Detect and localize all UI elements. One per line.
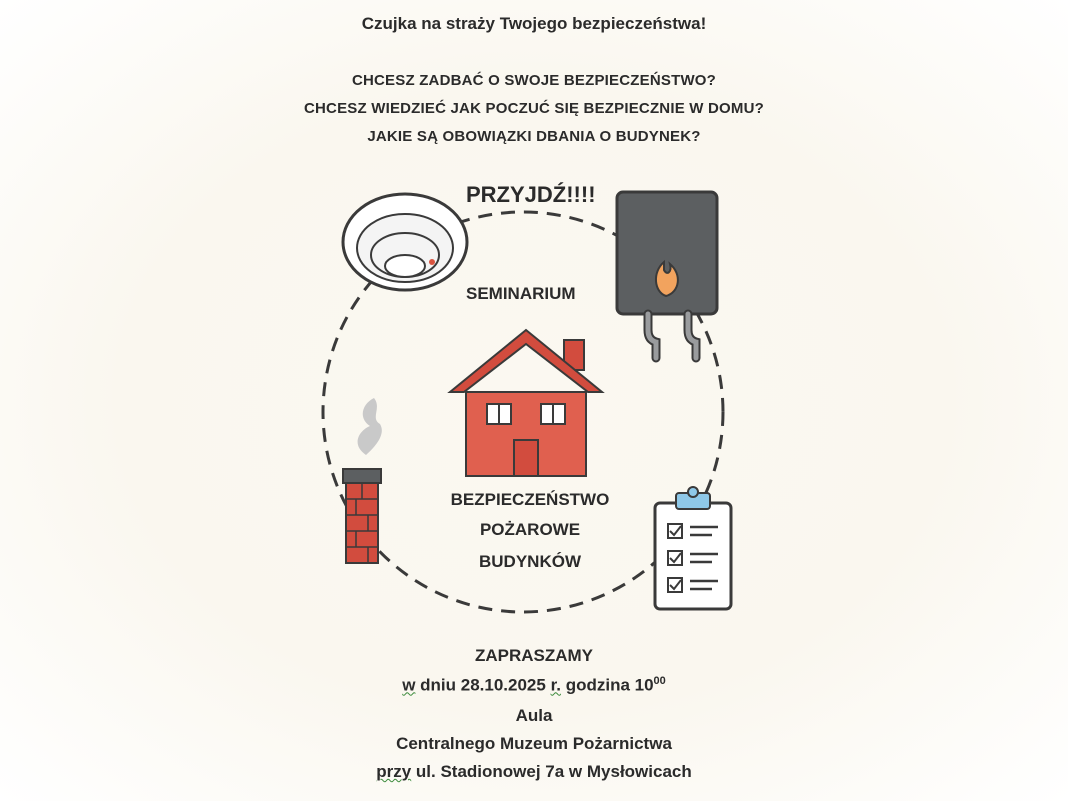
topic-line-1: BEZPIECZEŃSTWO [450, 490, 610, 509]
date-time-minutes: 00 [653, 675, 666, 687]
date-line [0, 675, 1068, 696]
invite-label: ZAPRASZAMY [474, 646, 594, 665]
question-2: CHCESZ WIEDZIEĆ JAK POCZUĆ SIĘ BEZPIECZNIE W DOMU? [303, 100, 764, 117]
poster-title: Czujka na straży Twojego bezpieczeństwa! [361, 14, 707, 33]
checklist-icon [655, 487, 731, 609]
address-prefix: przy [376, 762, 412, 781]
topic-line-3: BUDYNKÓW [479, 552, 581, 571]
chimney-icon [343, 398, 382, 563]
date-main: dniu 28.10.2025 [415, 675, 551, 695]
date-time: godzina 10 [560, 675, 654, 695]
question-3: JAKIE SĄ OBOWIĄZKI DBANIA O BUDYNEK? [367, 128, 701, 145]
address-line [0, 762, 1068, 782]
address-rest: ul. Stadionowej 7a w Mysłowicach [411, 762, 692, 781]
topic-line-2: POŻAROWE [479, 520, 581, 539]
call-to-action: PRZYJDŹ!!!! [466, 182, 596, 207]
gas-boiler-icon [617, 192, 717, 358]
seminar-label: SEMINARIUM [466, 284, 576, 303]
date-prefix: w [402, 675, 416, 695]
house-icon [450, 330, 602, 476]
question-1: CHCESZ ZADBAĆ O SWOJE BEZPIECZEŃSTWO? [351, 72, 717, 89]
smoke-detector-icon [343, 194, 467, 290]
date-r: r. [550, 675, 561, 695]
place-label: Aula [515, 706, 553, 725]
museum-label: Centralnego Muzeum Pożarnictwa [396, 734, 672, 753]
